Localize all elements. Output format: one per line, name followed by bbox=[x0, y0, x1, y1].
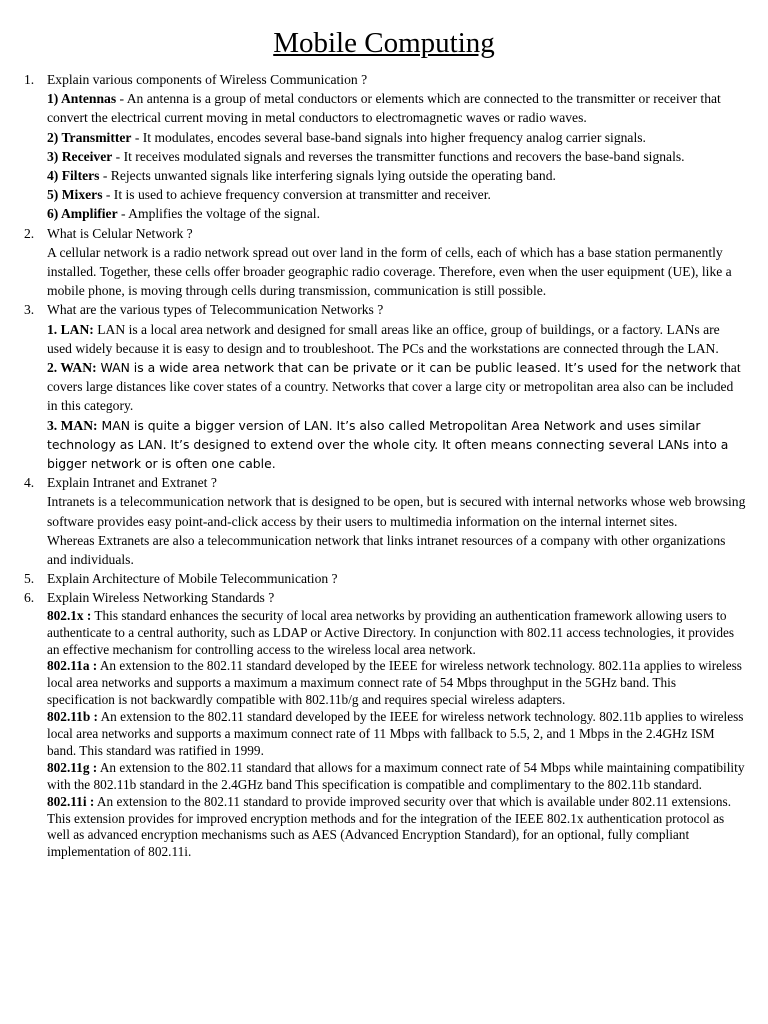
item-term: 1. LAN: bbox=[47, 321, 94, 337]
standard-desc: This standard enhances the security of local area networks by providing an authentication framework allowing users to authenticate to a central authority, such as LDAP or Active Directory. In conjunction with 802.11 access technologies, it provides an effective mechanism for controlling access to the wireless local area network. bbox=[47, 607, 735, 657]
answer-paragraph: A cellular network is a radio network spread out over land in the form of cells, each of which has a base station permanently installed. Together, these cells offer broader geographic radio coverage. Therefore, even when the user equipment (UE), like a mobile phone, is moving through cells during transmission, communication is still possible. bbox=[47, 244, 732, 299]
item-term: 2) Transmitter bbox=[47, 129, 132, 145]
item-term: 6) Amplifier bbox=[47, 206, 118, 222]
answer-paragraph: Intranets is a telecommunication network that is designed to be open, but is secured with internal networks whose web browsing software provides easy point-and-click access by their users to multimedia information on the internal internet sites. bbox=[47, 494, 746, 529]
question-text: Explain various components of Wireless Communication ? bbox=[47, 72, 368, 87]
question-text: Explain Wireless Networking Standards ? bbox=[47, 590, 275, 606]
standard-item bbox=[47, 794, 746, 862]
question-list bbox=[22, 70, 746, 861]
answer-paragraph: Whereas Extranets are also a telecommunication network that links intranet resources of a company with other organizations and individuals. bbox=[47, 532, 726, 568]
standard-term: 802.11b : bbox=[47, 709, 98, 725]
question-number: 6. bbox=[24, 590, 35, 606]
item-desc: - Amplifies the voltage of the signal. bbox=[117, 206, 320, 222]
standard-desc: An extension to the 802.11 standard to provide improved security over that which is available under 802.11 extensions. This extension provides for improved encryption methods and for the integration of the IEEE 802.1x authentication protocol as well as advanced encryption mechanisms such as AES (Advanced Encryption Standard), for an optional, fully compliant implementation of 802.11i. bbox=[47, 793, 732, 860]
item-term: 4) Filters bbox=[47, 168, 100, 184]
item-term: 3. MAN: bbox=[47, 417, 98, 433]
standard-term: 802.1x : bbox=[47, 607, 92, 623]
item-desc: - It is used to achieve frequency conversion at transmitter and receiver. bbox=[102, 187, 491, 203]
answer-item bbox=[47, 416, 746, 474]
item-term: 1) Antennas bbox=[47, 91, 117, 107]
question-text: Explain Intranet and Extranet ? bbox=[47, 475, 217, 491]
item-term: 2. WAN: bbox=[47, 360, 97, 376]
answer-item bbox=[47, 166, 746, 185]
answer-item bbox=[47, 89, 746, 127]
question-2 bbox=[22, 224, 746, 301]
item-term: 5) Mixers bbox=[47, 187, 103, 203]
question-number: 1. bbox=[24, 72, 35, 87]
standard-item bbox=[47, 709, 746, 760]
standards-list bbox=[47, 608, 746, 862]
question-number: 5. bbox=[24, 571, 35, 587]
answer-item bbox=[47, 358, 746, 416]
standard-term: 802.11g : bbox=[47, 759, 98, 775]
answer-item bbox=[47, 204, 746, 223]
question-1 bbox=[22, 70, 746, 224]
item-desc: - Rejects unwanted signals like interfering signals lying outside the operating band. bbox=[99, 168, 556, 184]
standard-item bbox=[47, 608, 746, 659]
answer-item bbox=[47, 320, 746, 358]
item-desc-sans: MAN is quite a bigger version of LAN. It’s also called Metropolitan Area Network and uses similar technology as LAN. It’s designed to extend over the whole city. It often means connecting several LANs into a bigger network or is often one cable. bbox=[47, 417, 729, 472]
item-term: 3) Receiver bbox=[47, 148, 113, 164]
standard-desc: An extension to the 802.11 standard developed by the IEEE for wireless network technology. 802.11b applies to wireless local area networks and supports a maximum connect rate of 11 Mbps with fallback to 5.5, 2, and 1 Mbps in the 2.4GHz ISM band. This standard was ratified in 1999. bbox=[47, 709, 744, 758]
item-desc: - An antenna is a group of metal conductors or elements which are connected to the transmitter or receiver that convert the electrical current moving in metal conductors to electromagnetic waves or radio waves. bbox=[47, 91, 721, 126]
standard-desc: An extension to the 802.11 standard developed by the IEEE for wireless network technology. 802.11a applies to wireless local area networks and supports a maximum a maximum connect rate of 54 Mbps throughput in the 5GHz band. This specification is not backwardly compatible with 802.11b/g and requires special wireless adapters. bbox=[47, 658, 742, 708]
standard-desc: An extension to the 802.11 standard that allows for a maximum connect rate of 54 Mbps while maintaining compatibility with the 802.11b standard in the 2.4GHz band This specification is compatible and complimentary to the 802.11b standard. bbox=[47, 759, 745, 792]
item-desc: that covers large distances like cover states of a country. Networks that cover a large city or metropolitan area also can be included in this category. bbox=[47, 360, 741, 414]
answer-item bbox=[47, 147, 746, 166]
question-number: 4. bbox=[24, 475, 35, 491]
standard-term: 802.11a : bbox=[47, 658, 98, 674]
question-3 bbox=[22, 300, 746, 473]
question-text: What is Celular Network ? bbox=[47, 225, 193, 241]
question-number: 3. bbox=[24, 302, 35, 318]
answer-item bbox=[47, 128, 746, 147]
item-desc: - It modulates, encodes several base-band signals into higher frequency analog carrier signals. bbox=[131, 129, 646, 145]
question-6 bbox=[22, 588, 746, 861]
question-5 bbox=[22, 569, 746, 588]
question-text: What are the various types of Telecommunication Networks ? bbox=[47, 302, 384, 318]
standard-item bbox=[47, 760, 746, 794]
standard-term: 802.11i : bbox=[47, 793, 95, 809]
answer-item bbox=[47, 185, 746, 204]
item-desc: LAN is a local area network and designed for small areas like an office, group of buildings, or a factory. LANs are used widely because it is easy to design and to troubleshoot. The PCs and the workstations are connected through the LAN. bbox=[47, 321, 720, 356]
item-desc: - It receives modulated signals and reverses the transmitter functions and recovers the base-band signals. bbox=[112, 148, 685, 164]
question-number: 2. bbox=[24, 225, 35, 241]
question-text: Explain Architecture of Mobile Telecommunication ? bbox=[47, 571, 338, 587]
page-title: Mobile Computing bbox=[273, 27, 495, 59]
question-4 bbox=[22, 473, 746, 569]
standard-item bbox=[47, 658, 746, 709]
item-desc-sans: WAN is a wide area network that can be private or it can be public leased. It’s used for the network bbox=[96, 360, 717, 376]
